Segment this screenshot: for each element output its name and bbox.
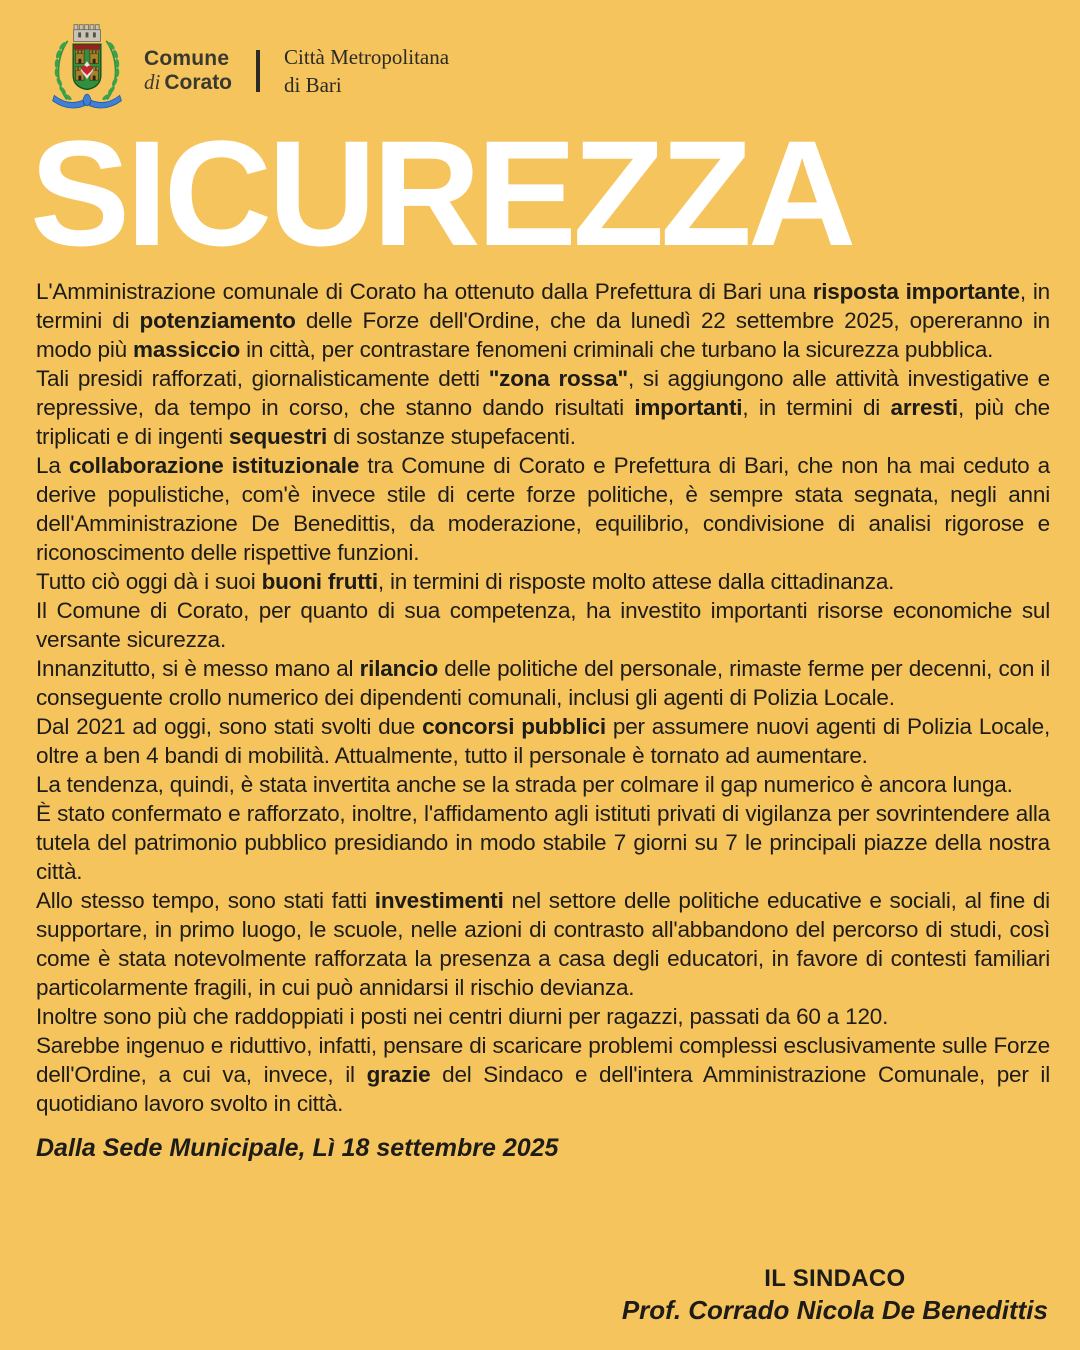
body-paragraph: Tutto ciò oggi dà i suoi buoni frutti, in termini di risposte molto attese dalla cittadinanza. xyxy=(36,569,895,594)
signature-role: IL SINDACO xyxy=(764,1264,906,1292)
ribbon-icon xyxy=(53,94,122,108)
org-line2: di Corato xyxy=(144,70,233,94)
org-line1: Comune xyxy=(144,47,230,71)
region-line2: di Bari xyxy=(284,73,342,97)
body-paragraph: Allo stesso tempo, sono stati fatti investimenti nel settore delle politiche educative e sociali, al fine di supportare, in primo luogo, le scuole, nelle azioni di contrasto all'abbandono del percorso di studi, così come è stata notevolmente rafforzata la presenza a casa degli educatori, in favore di contesti familiari particolarmente fragili, in cui può annidarsi il rischio devianza. xyxy=(36,888,1050,1000)
signature-block xyxy=(622,1264,1048,1327)
page-title: SICUREZZA xyxy=(30,109,853,277)
body-paragraph: L'Amministrazione comunale di Corato ha ottenuto dalla Prefettura di Bari una risposta importante, in termini di potenziamento delle Forze dell'Ordine, che da lunedì 22 settembre 2025, opereranno in modo più massiccio in città, per contrastare fenomeni criminali che turbano la sicurezza pubblica. xyxy=(36,279,1050,362)
region-line1: Città Metropolitana xyxy=(284,44,450,69)
org-name xyxy=(144,47,232,94)
signature-name: Prof. Corrado Nicola De Benedittis xyxy=(621,1294,1048,1325)
body-paragraph: È stato confermato e rafforzato, inoltre, l'affidamento agli istituti privati di vigilanza per sovrintendere alla tutela del patrimonio pubblico presidiando in modo stabile 7 giorni su 7 le principali piazze della nostra città. xyxy=(36,801,1050,884)
header-divider xyxy=(256,50,260,92)
corato-coat-of-arms-icon xyxy=(44,24,130,118)
body-paragraph: Dal 2021 ad oggi, sono stati svolti due concorsi pubblici per assumere nuovi agenti di Polizia Locale, oltre a ben 4 bandi di mobilità. Attualmente, tutto il personale è tornato ad aumentare. xyxy=(36,714,1051,768)
body-paragraph: Il Comune di Corato, per quanto di sua competenza, ha investito importanti risorse economiche sul versante sicurezza. xyxy=(36,598,1050,652)
body-paragraph: Sarebbe ingenuo e riduttivo, infatti, pensare di scaricare problemi complessi esclusivamente sulle Forze dell'Ordine, a cui va, invece, il grazie del Sindaco e dell'intera Amministrazione Comunale, per il quotidiano lavoro svolto in città. xyxy=(36,1033,1050,1116)
dateline: Dalla Sede Municipale, Lì 18 settembre 2025 xyxy=(36,1134,559,1162)
shield-icon xyxy=(73,44,101,89)
body-paragraph: Tali presidi rafforzati, giornalisticamente detti "zona rossa", si aggiungono alle attività investigative e repressive, da tempo in corso, che stanno dando risultati importanti, in termini di arresti, più che triplicati e di ingenti sequestri di sostanze stupefacenti. xyxy=(36,366,1050,449)
body-paragraph: La tendenza, quindi, è stata invertita anche se la strada per colmare il gap numerico è ancora lunga. xyxy=(36,772,1013,797)
body-paragraph: Innanzitutto, si è messo mano al rilancio delle politiche del personale, rimaste ferme per decenni, con il conseguente crollo numerico dei dipendenti comunali, inclusi gli agenti di Polizia Locale. xyxy=(36,656,1050,710)
mural-crown-icon xyxy=(74,25,101,42)
region-name xyxy=(284,43,449,100)
body-paragraph: La collaborazione istituzionale tra Comune di Corato e Prefettura di Bari, che non ha mai ceduto a derive populistiche, com'è invece stile di certe forze politiche, è sempre stata segnata, negli anni dell'Amministrazione De Benedittis, da moderazione, equilibrio, condivisione di analisi rigorose e riconoscimento delle rispettive funzioni. xyxy=(36,453,1050,565)
body-paragraph: Inoltre sono più che raddoppiati i posti nei centri diurni per ragazzi, passati da 60 a 120. xyxy=(36,1004,889,1029)
body-text xyxy=(36,277,1050,1118)
header xyxy=(0,0,1080,118)
